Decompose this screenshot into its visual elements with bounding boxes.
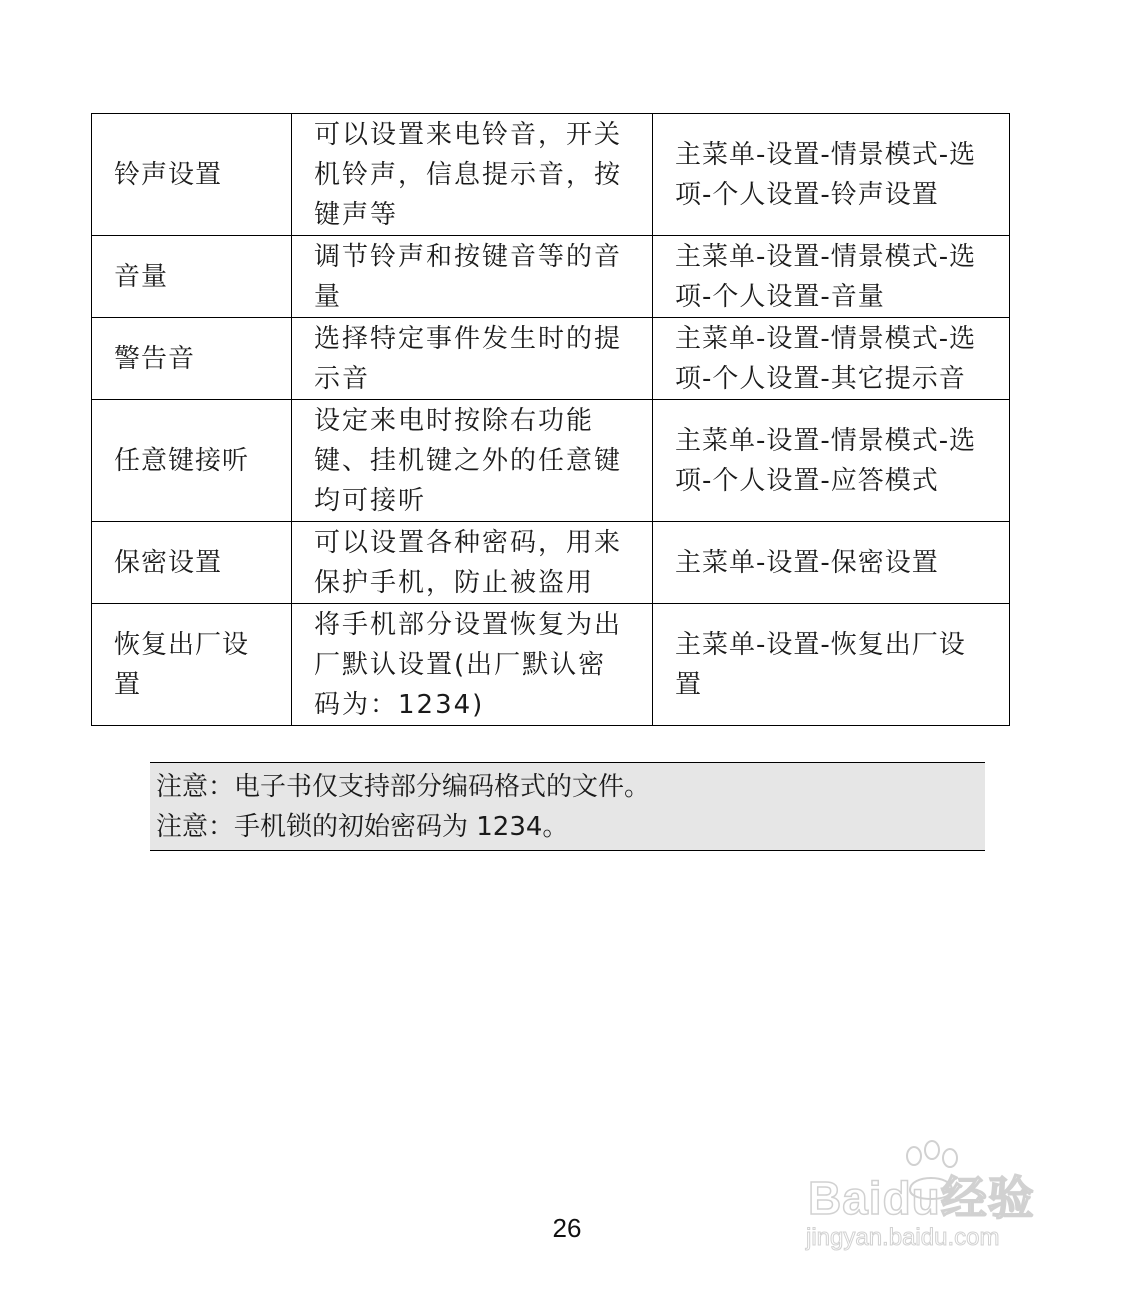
menu-path-cell: 主菜单-设置-恢复出厂设置 <box>653 604 1010 726</box>
note-line: 注意：手机锁的初始密码为 1234。 <box>156 812 569 842</box>
description-cell: 将手机部分设置恢复为出厂默认设置(出厂默认密码为：1234) <box>292 604 653 726</box>
table-row <box>92 236 1010 318</box>
menu-path-cell: 主菜单-设置-保密设置 <box>653 522 1010 604</box>
baidu-jingyan-watermark <box>800 1140 1070 1260</box>
description-cell: 调节铃声和按键音等的音量 <box>292 236 653 318</box>
table-row <box>92 400 1010 522</box>
watermark-brand: Baidu经验 <box>808 1172 1035 1224</box>
menu-path-cell: 主菜单-设置-情景模式-选项-个人设置-铃声设置 <box>653 114 1010 236</box>
menu-path-cell: 主菜单-设置-情景模式-选项-个人设置-应答模式 <box>653 400 1010 522</box>
feature-cell: 警告音 <box>92 318 292 400</box>
menu-path-cell: 主菜单-设置-情景模式-选项-个人设置-音量 <box>653 236 1010 318</box>
feature-cell: 铃声设置 <box>92 114 292 236</box>
note-box <box>150 762 985 851</box>
table-row <box>92 522 1010 604</box>
page-number: 26 <box>552 1213 582 1243</box>
note-line: 注意：电子书仅支持部分编码格式的文件。 <box>156 772 651 802</box>
settings-table <box>91 113 1010 726</box>
description-cell: 可以设置来电铃音，开关机铃声，信息提示音，按键声等 <box>292 114 653 236</box>
description-cell: 设定来电时按除右功能键、挂机键之外的任意键均可接听 <box>292 400 653 522</box>
watermark-url: jingyan.baidu.com <box>806 1224 1000 1251</box>
table-row <box>92 318 1010 400</box>
description-cell: 可以设置各种密码，用来保护手机，防止被盗用 <box>292 522 653 604</box>
description-cell: 选择特定事件发生时的提示音 <box>292 318 653 400</box>
feature-cell: 恢复出厂设置 <box>92 604 292 726</box>
menu-path-cell: 主菜单-设置-情景模式-选项-个人设置-其它提示音 <box>653 318 1010 400</box>
table-row <box>92 604 1010 726</box>
table-row <box>92 114 1010 236</box>
feature-cell: 任意键接听 <box>92 400 292 522</box>
feature-cell: 保密设置 <box>92 522 292 604</box>
feature-cell: 音量 <box>92 236 292 318</box>
